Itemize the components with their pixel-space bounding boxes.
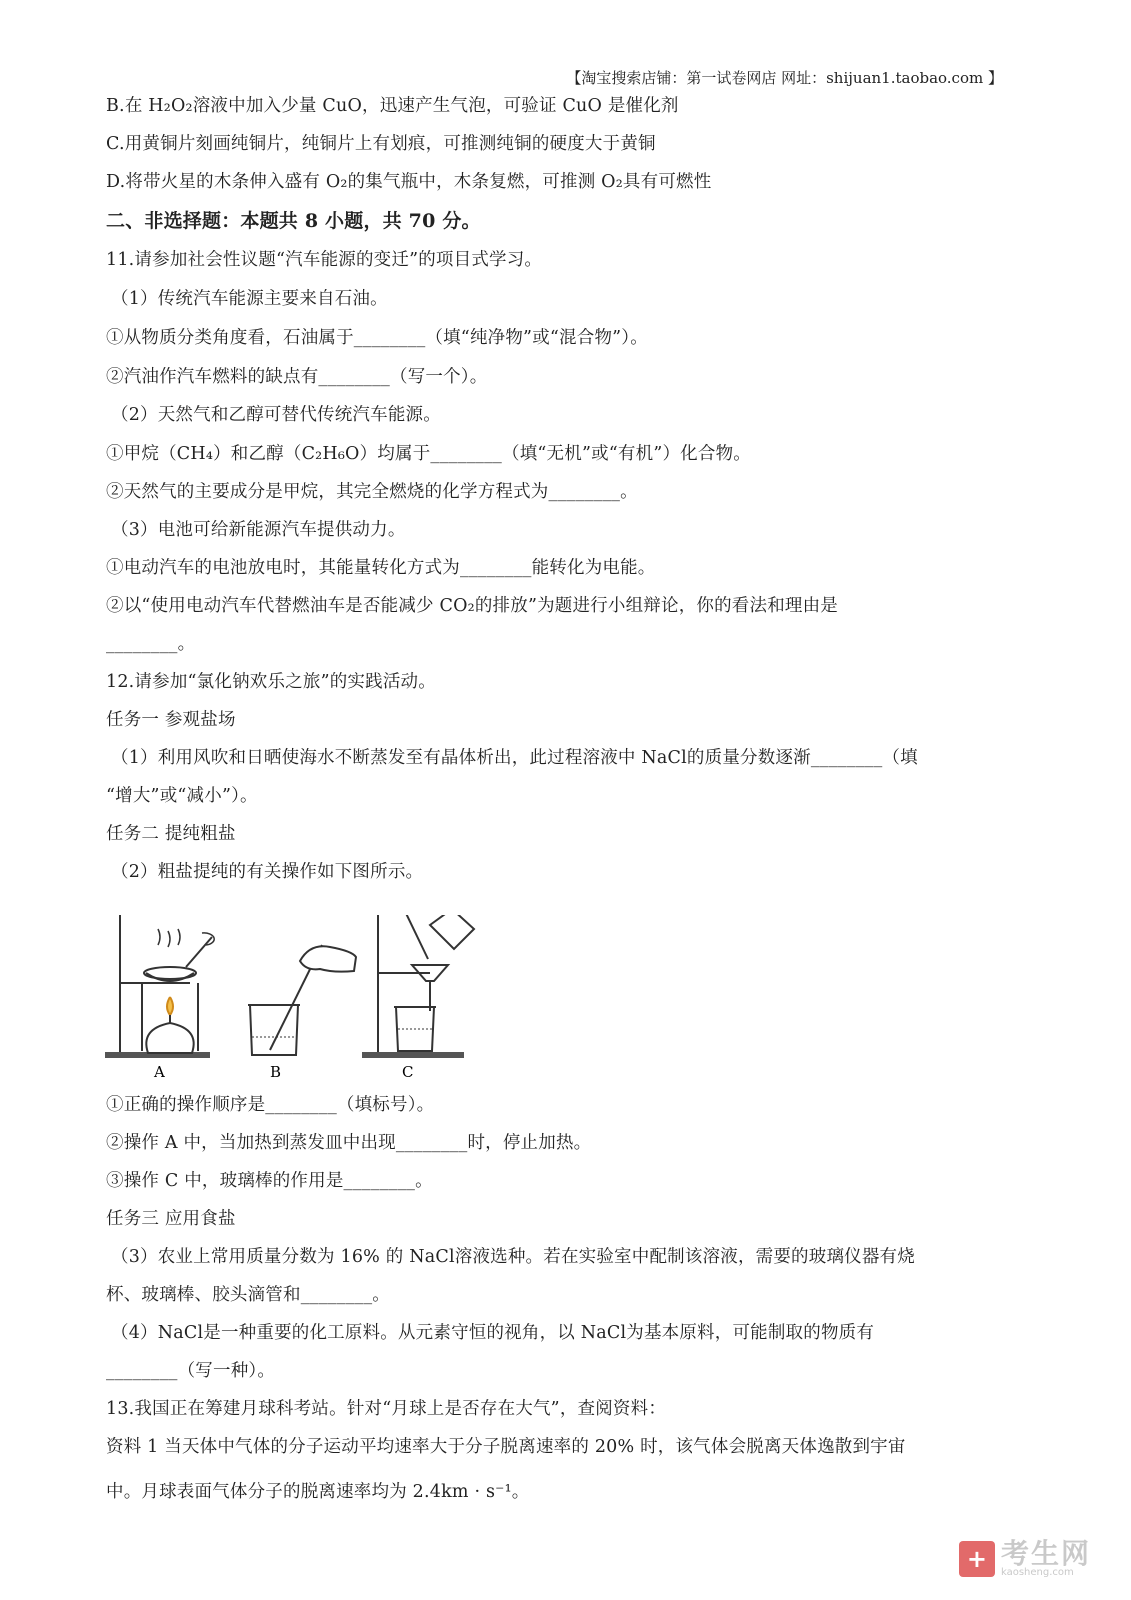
q12-part2: （2）粗盐提纯的有关操作如下图所示。	[111, 862, 424, 882]
option-b: B.在 H₂O₂溶液中加入少量 CuO，迅速产生气泡，可验证 CuO 是催化剂	[106, 96, 679, 116]
q12-part4-cont: ________（写一种）。	[106, 1361, 276, 1381]
q11-3-b: ②以“使用电动汽车代替燃油车是否能减少 CO₂的排放”为题进行小组辩论，你的看法和理由是	[106, 596, 839, 616]
task-three: 任务三 应用食盐	[106, 1209, 236, 1229]
q13-material1-cont: 中。月球表面气体分子的脱离速率均为 2.4km · s⁻¹。	[106, 1482, 530, 1502]
q12-part1-cont: “增大”或“减小”）。	[106, 786, 258, 806]
q12-2-b: ②操作 A 中，当加热到蒸发皿中出现________时，停止加热。	[106, 1133, 592, 1153]
q11-3-b-cont: ________。	[106, 634, 196, 654]
q12-2-a: ①正确的操作顺序是________（填标号）。	[106, 1095, 435, 1115]
q12-part1: （1）利用风吹和日晒使海水不断蒸发至有晶体析出，此过程溶液中 NaCl的质量分数逐渐________（填	[111, 748, 918, 768]
q12-part4: （4）NaCl是一种重要的化工原料。从元素守恒的视角，以 NaCl为基本原料，可能制取的物质有	[111, 1323, 875, 1343]
figure-label-c: C	[402, 1063, 414, 1081]
task-one: 任务一 参观盐场	[106, 710, 236, 730]
q13-material1: 资料 1 当天体中气体的分子运动平均速率大于分子脱离速率的 20% 时，该气体会脱离天体逸散到宇宙	[106, 1437, 906, 1457]
task-two: 任务二 提纯粗盐	[106, 824, 236, 844]
lab-operations-figure	[100, 915, 490, 1090]
q11-1-a: ①从物质分类角度看，石油属于________（填“纯净物”或“混合物”）。	[106, 328, 648, 348]
watermark-url: kaosheng.com	[1000, 1567, 1074, 1578]
q12-2-c: ③操作 C 中，玻璃棒的作用是________。	[106, 1171, 433, 1191]
q12-part3: （3）农业上常用质量分数为 16% 的 NaCl溶液选种。若在实验室中配制该溶液，需要的玻璃仪器有烧	[111, 1247, 915, 1267]
figure-label-b: B	[270, 1063, 282, 1081]
q12-part3-cont: 杯、玻璃棒、胶头滴管和________。	[106, 1285, 390, 1305]
watermark-name: 考生网	[1000, 1537, 1091, 1570]
watermark	[959, 1537, 1091, 1578]
q11-3-a: ①电动汽车的电池放电时，其能量转化方式为________能转化为电能。	[106, 558, 656, 578]
section-heading: 二、非选择题：本题共 8 小题，共 70 分。	[106, 210, 481, 232]
q11-stem: 11.请参加社会性议题“汽车能源的变迁”的项目式学习。	[106, 250, 543, 270]
q11-2-a: ①甲烷（CH₄）和乙醇（C₂H₆O）均属于________（填“无机”或“有机”）化合物。	[106, 444, 751, 464]
q11-part3: （3）电池可给新能源汽车提供动力。	[111, 520, 406, 540]
option-c: C.用黄铜片刻画纯铜片，纯铜片上有划痕，可推测纯铜的硬度大于黄铜	[106, 134, 656, 154]
watermark-logo-icon: +	[959, 1541, 995, 1577]
q11-part1: （1）传统汽车能源主要来自石油。	[111, 289, 388, 309]
option-d: D.将带火星的木条伸入盛有 O₂的集气瓶中，木条复燃，可推测 O₂具有可燃性	[106, 172, 712, 192]
q11-1-b: ②汽油作汽车燃料的缺点有________（写一个）。	[106, 367, 488, 387]
q11-2-b: ②天然气的主要成分是甲烷，其完全燃烧的化学方程式为________。	[106, 482, 638, 502]
page-header: 【淘宝搜索店铺：第一试卷网店 网址：shijuan1.taobao.com 】	[566, 69, 1003, 87]
q12-stem: 12.请参加“氯化钠欢乐之旅”的实践活动。	[106, 672, 436, 692]
q13-stem: 13.我国正在筹建月球科考站。针对“月球上是否存在大气”，查阅资料：	[106, 1399, 667, 1419]
figure-label-a: A	[154, 1063, 165, 1081]
q11-part2: （2）天然气和乙醇可替代传统汽车能源。	[111, 405, 441, 425]
